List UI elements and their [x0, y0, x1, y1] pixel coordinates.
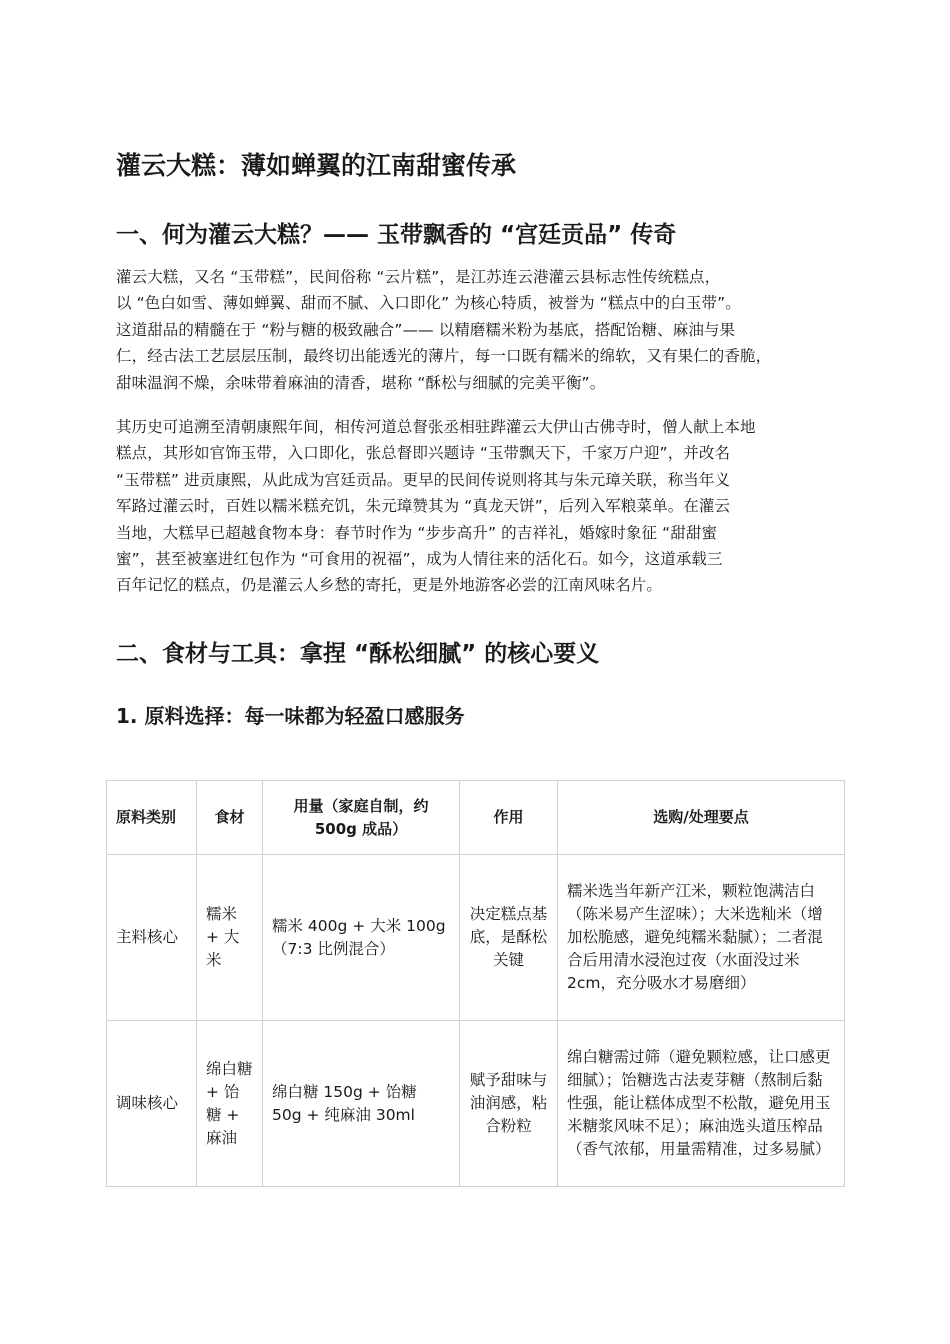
paragraph-line: 当地，大糕早已超越食物本身：春节时作为 “步步高升” 的吉祥礼，婚嫁时象征 “甜甜蜜: [116, 523, 718, 542]
paragraph-line: 仁，经古法工艺层层压制，最终切出能透光的薄片，每一口既有糯米的绵软，又有果仁的香脆，: [116, 347, 772, 366]
paragraph-line: 蜜”，甚至被塞进红包作为 “可食用的祝福”，成为人情往来的活化石。如今，这道承载三: [116, 550, 723, 569]
subsection-heading: 1. 原料选择：每一味都为轻盈口感服务: [116, 704, 465, 728]
paragraph-line: “玉带糕” 进贡康熙，从此成为宫廷贡品。更早的民间传说则将其与朱元璋关联，称当年义: [116, 470, 731, 489]
column-header: 用量（家庭自制，约 500g 成品）: [263, 781, 460, 855]
column-header: 食材: [197, 781, 263, 855]
paragraph-line: 百年记忆的糕点，仍是灌云人乡愁的寄托，更是外地游客必尝的江南风味名片。: [116, 576, 663, 595]
paragraph-line: 这道甜品的精髓在于 “粉与糖的极致融合”—— 以精磨糯米粉为基底，搭配饴糖、麻油与果: [116, 320, 736, 339]
cell-tips: 糯米选当年新产江米，颗粒饱满洁白（陈米易产生涩味）；大米选籼米（增加松脆感，避免纯糯米黏腻）；二者混合后用清水浸泡过夜（水面没过米 2cm，充分吸水才易磨细）: [558, 855, 845, 1021]
cell-role: 决定糕点基底，是酥松关键: [460, 855, 558, 1021]
paragraph-line: 糕点，其形如官饰玉带，入口即化，张总督即兴题诗 “玉带飘天下，千家万户迎”，并改名: [116, 444, 731, 463]
section1-paragraph-1: [116, 264, 846, 396]
cell-role: 赋予甜味与油润感，粘合粉粒: [460, 1021, 558, 1187]
section1-heading: 一、何为灌云大糕？—— 玉带飘香的 “宫廷贡品” 传奇: [116, 222, 677, 248]
paragraph-line: 军路过灌云时，百姓以糯米糕充饥，朱元璋赞其为 “真龙天饼”，后列入军粮菜单。在灌云: [116, 497, 731, 516]
cell-tips: 绵白糖需过筛（避免颗粒感，让口感更细腻）；饴糖选古法麦芽糖（熬制后黏性强，能让糕体成型不松散，避免用玉米糖浆风味不足）；麻油选头道压榨品（香气浓郁，用量需精准，过多易腻）: [558, 1021, 845, 1187]
cell-ingredient: 糯米 + 大米: [197, 855, 263, 1021]
cell-category: 主料核心: [107, 855, 197, 1021]
paragraph-line: 其历史可追溯至清朝康熙年间，相传河道总督张丞相驻跸灌云大伊山古佛寺时，僧人献上本地: [116, 418, 756, 436]
paragraph-line: 以 “色白如雪、薄如蝉翼、甜而不腻、入口即化” 为核心特质，被誉为 “糕点中的白玉带”。: [116, 294, 741, 313]
cell-amount: 绵白糖 150g + 饴糖 50g + 纯麻油 30ml: [263, 1021, 460, 1187]
table-row: [107, 855, 845, 1021]
paragraph-line: 甜味温润不燥，余味带着麻油的清香，堪称 “酥松与细腻的完美平衡”。: [116, 373, 606, 392]
ingredients-table: [106, 780, 845, 1187]
table-row: [107, 1021, 845, 1187]
column-header: 作用: [460, 781, 558, 855]
column-header: 选购/处理要点: [558, 781, 845, 855]
section2-heading: 二、食材与工具：拿捏 “酥松细腻” 的核心要义: [116, 641, 600, 667]
cell-ingredient: 绵白糖 + 饴糖 + 麻油: [197, 1021, 263, 1187]
paragraph-line: 灌云大糕，又名 “玉带糕”，民间俗称 “云片糕”，是江苏连云港灌云县标志性传统糕点，: [116, 268, 721, 286]
column-header: 原料类别: [107, 781, 197, 855]
document-title: 灌云大糕：薄如蝉翼的江南甜蜜传承: [116, 151, 517, 180]
section1-paragraph-2: [116, 414, 846, 599]
cell-amount: 糯米 400g + 大米 100g（7:3 比例混合）: [263, 855, 460, 1021]
cell-category: 调味核心: [107, 1021, 197, 1187]
table-header-row: [107, 781, 845, 855]
